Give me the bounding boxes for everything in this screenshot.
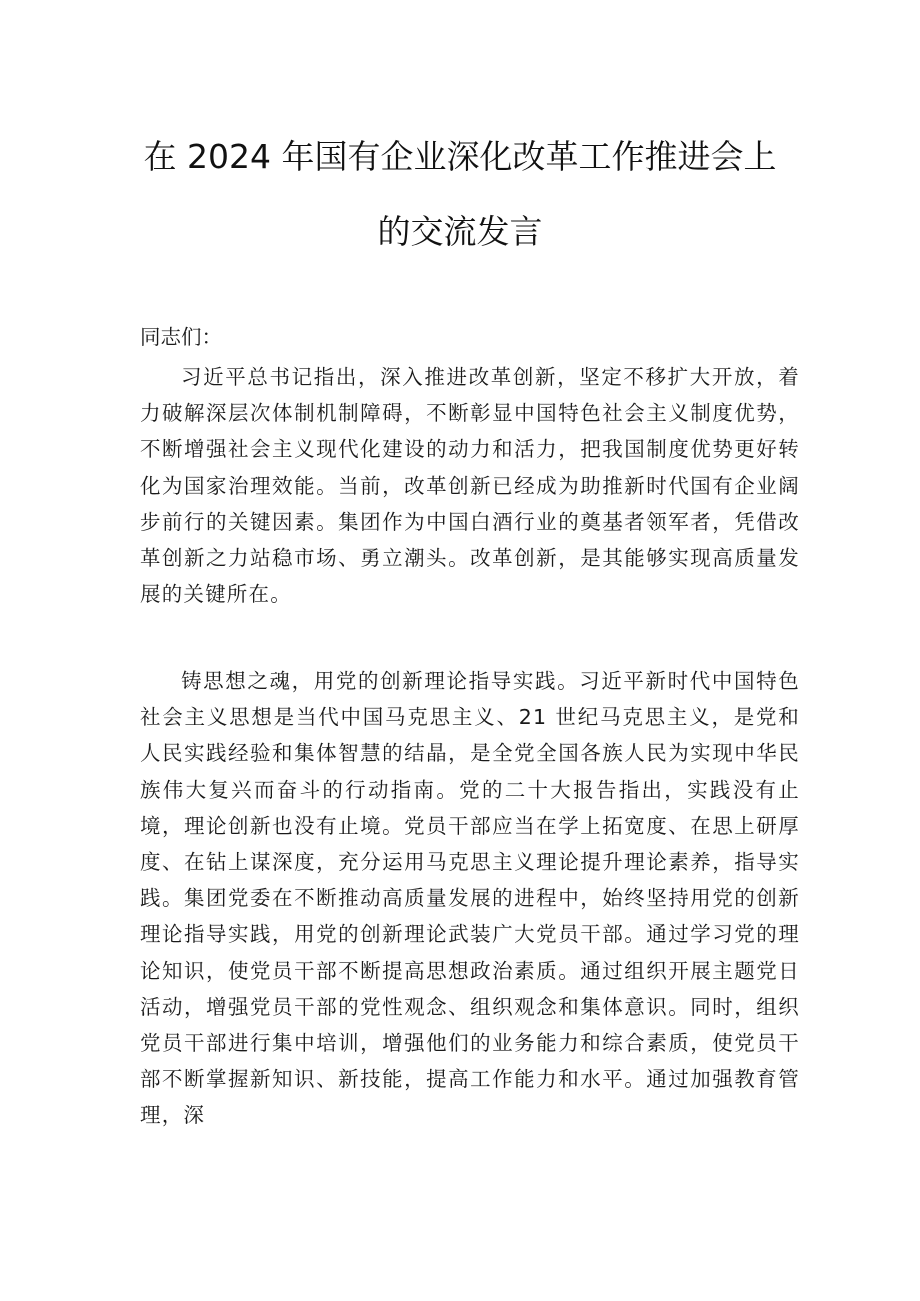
paragraph-1: 习近平总书记指出，深入推进改革创新，坚定不移扩大开放，着力破解深层次体制机制障碍，不断彰显中国特色社会主义制度优势，不断增强社会主义现代化建设的动力和活力，把我国制度优势更好转化为国家治理效能。当前，改革创新已经成为助推新时代国有企业阔步前行的关键因素。集团作为中国白酒行业的奠基者领军者，凭借改革创新之力站稳市场、勇立潮头。改革创新，是其能够实现高质量发展的关键所在。 [140, 365, 800, 607]
document-title-line-1: 在 2024 年国有企业深化改革工作推进会上 [143, 137, 777, 176]
paragraph-2: 铸思想之魂，用党的创新理论指导实践。习近平新时代中国特色社会主义思想是当代中国马克思主义、21 世纪马克思主义，是党和人民实践经验和集体智慧的结晶，是全党全国各族人民为实现中华民族伟大复兴而奋斗的行动指南。党的二十大报告指出，实践没有止境，理论创新也没有止境。党员干部应当在学上拓宽度、在思上研厚度、在钻上谋深度，充分运用马克思主义理论提升理论素养，指导实践。集团党委在不断推动高质量发展的进程中，始终坚持用党的创新理论指导实践，用党的创新理论武装广大党员干部。通过学习党的理论知识，使党员干部不断提高思想政治素质。通过组织开展主题党日活动，增强党员干部的党性观念、组织观念和集体意识。同时，组织党员干部进行集中培训，增强他们的业务能力和综合素质，使党员干部不断掌握新知识、新技能，提高工作能力和水平。通过加强教育管理，深 [140, 669, 800, 1128]
salutation: 同志们： [140, 325, 222, 349]
document-title-line-2: 的交流发言 [377, 212, 543, 251]
